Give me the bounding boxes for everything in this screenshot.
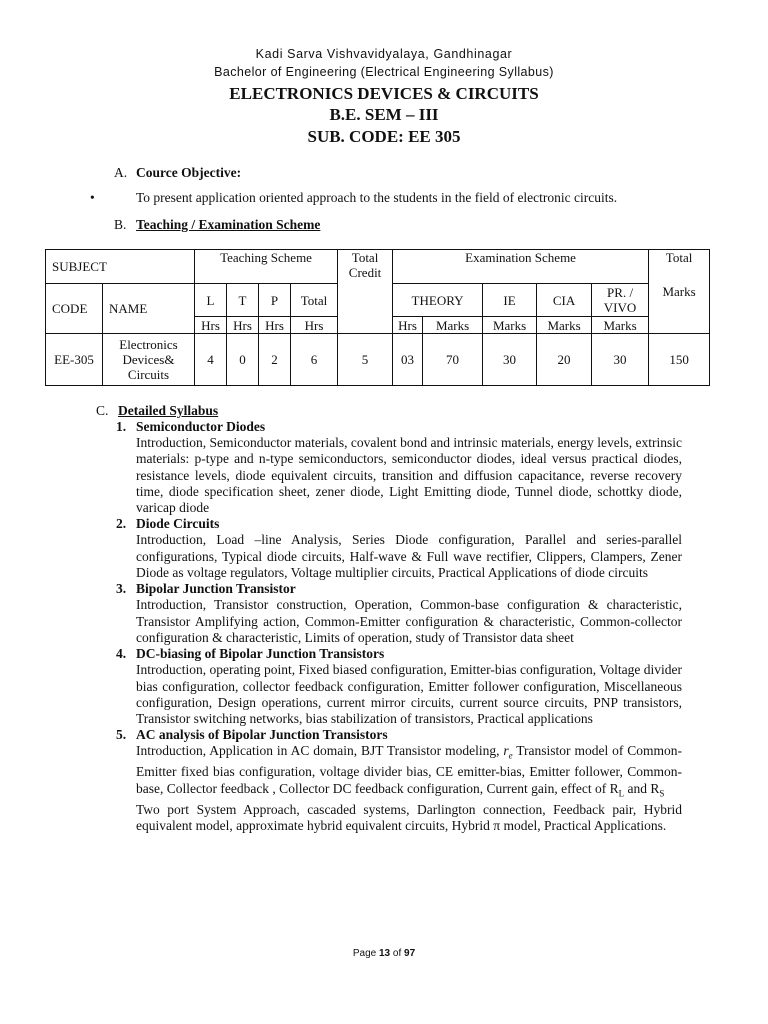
pr-vivo-unit: Marks: [592, 317, 649, 334]
objective-text: To present application oriented approach to the students in the field of electronic circuits.: [136, 190, 618, 205]
list-item: [116, 581, 682, 646]
row-t: 0: [227, 334, 259, 386]
unit-title: Diode Circuits: [136, 516, 220, 532]
unit-heading: [116, 646, 682, 662]
row-theory-marks: 70: [423, 334, 483, 386]
theory-marks-unit: Marks: [423, 317, 483, 334]
row-p: 2: [259, 334, 291, 386]
row-code: EE-305: [46, 334, 103, 386]
unit-body: Introduction, operating point, Fixed biased configuration, Emitter-bias configuration, Voltage divider bias configuration, collector feedback configuration, Emitter follower configuration, Miscellaneous configuration, Design operations, current mirror circuits, current source circuits, PNP transistors, Transistor switching networks, bias stabilization of transistors, Practical applications: [136, 662, 682, 727]
row-theory-hrs: 03: [393, 334, 423, 386]
list-item: [116, 516, 682, 581]
unit-heading: [116, 516, 682, 532]
bullet-icon: •: [90, 190, 95, 205]
unit5-text-d: model, Practical Applications.: [500, 818, 667, 834]
unit5-text-b: Transistor model of Common-Emitter fixed bias configuration, voltage divider bias, CE emitter-bias, Emitter follower, Common-base, Collector feedback , Collector DC feedback configuration, Current gain, effect of R: [136, 743, 682, 796]
section-b-title: Teaching / Examination Scheme: [136, 217, 321, 232]
total-marks-header: Marks: [649, 284, 710, 334]
section-a-heading: [114, 165, 241, 181]
subject-code: SUB. CODE: EE 305: [307, 127, 461, 146]
course-title: ELECTRONICS DEVICES & CIRCUITS: [229, 84, 539, 103]
theory-hrs-unit: Hrs: [393, 317, 423, 334]
ie-header: IE: [483, 284, 537, 317]
total-credit-header: Total Credit: [338, 250, 393, 334]
pr-vivo-header: PR. / VIVO: [592, 284, 649, 317]
cia-unit: Marks: [537, 317, 592, 334]
teaching-total-unit: Hrs: [291, 317, 338, 334]
list-item: [116, 419, 682, 516]
l-header: L: [195, 284, 227, 317]
subject-header: SUBJECT: [46, 250, 195, 284]
unit-number: 2.: [116, 516, 127, 532]
row-pr-vivo: 30: [592, 334, 649, 386]
unit5-text-c: Two port System Approach, cascaded systems, Darlington connection, Feedback pair, Hybrid equivalent model, approximate hybrid equivalent circuits, Hybrid: [136, 801, 682, 834]
unit-body: [136, 743, 682, 801]
section-b-letter: B.: [114, 217, 127, 232]
university-name: Kadi Sarva Vishvavidyalaya, Gandhinagar: [255, 47, 513, 61]
examination-scheme-header: Examination Scheme: [393, 250, 649, 284]
t-header: T: [227, 284, 259, 317]
pi-symbol: π: [493, 818, 501, 834]
list-item: [116, 727, 682, 834]
section-a-title: Cource Objective:: [136, 165, 242, 180]
section-c-title: Detailed Syllabus: [118, 403, 219, 418]
p-header: P: [259, 284, 291, 317]
re-symbol: r: [503, 743, 509, 759]
row-credit: 5: [338, 334, 393, 386]
rs-subscript: S: [659, 788, 665, 799]
unit-title: Semiconductor Diodes: [136, 419, 266, 434]
unit-number: 5.: [116, 727, 127, 743]
scheme-table: [45, 249, 710, 386]
row-ie: 30: [483, 334, 537, 386]
unit-title: Bipolar Junction Transistor: [136, 581, 296, 597]
table-row: [46, 334, 710, 386]
unit-body: Introduction, Transistor construction, Operation, Common-base configuration & characteristic, Transistor Amplifying action, Common-Emitter configuration & characteristic, Common-collector configuration & characteristic, Limits of operation, study of Transistor data sheet: [136, 597, 682, 645]
total-header: Total: [649, 250, 710, 284]
page-label: Page: [352, 948, 379, 959]
p-unit: Hrs: [259, 317, 291, 334]
unit-number: 3.: [116, 581, 127, 597]
unit-heading: [116, 581, 682, 597]
unit-body: Introduction, Semiconductor materials, covalent bond and intrinsic materials, energy levels, extrinsic materials: p-type and n-type semiconductors, semiconductor diodes, ideal versus practical diodes, resistance levels, diode equivalent circuits, transition and diffusion capacitance, reverse recovery time, diode specification sheet, zener diode, Light Emitting diode, Tunnel diode, schottky diode, varicap diode: [136, 435, 682, 516]
name-header: NAME: [103, 284, 195, 334]
unit5-text-a: Introduction, Application in AC domain, BJT Transistor modeling,: [136, 743, 504, 759]
list-item: [116, 646, 682, 727]
section-a-letter: A.: [114, 165, 128, 180]
page-number: 13: [378, 948, 391, 959]
unit-heading: [116, 419, 682, 435]
of-label: of: [390, 948, 405, 959]
program-name: Bachelor of Engineering (Electrical Engineering Syllabus): [214, 65, 554, 79]
l-unit: Hrs: [195, 317, 227, 334]
row-name: Electronics Devices& Circuits: [103, 334, 195, 386]
t-unit: Hrs: [227, 317, 259, 334]
section-c-letter: C.: [96, 403, 109, 418]
re-subscript: e: [508, 751, 513, 762]
code-header: CODE: [46, 284, 103, 334]
unit-body: Introduction, Load –line Analysis, Series Diode configuration, Parallel and series-parallel configurations, Typical diode circuits, Half-wave & Full wave rectifier, Clippers, Clampers, Zener Diode as voltage regulators, Voltage multiplier circuits, Practical Applications of diode circuits: [136, 532, 682, 581]
total-pages: 97: [404, 948, 416, 959]
ie-unit: Marks: [483, 317, 537, 334]
syllabus-list: [116, 419, 682, 834]
semester: B.E. SEM – III: [329, 105, 439, 124]
unit-title: DC-biasing of Bipolar Junction Transistors: [136, 646, 385, 662]
page-footer: [0, 948, 768, 959]
cia-header: CIA: [537, 284, 592, 317]
unit-body-2: [136, 802, 682, 835]
unit-number: 4.: [116, 646, 127, 662]
section-b-heading: [114, 217, 320, 233]
unit-title: AC analysis of Bipolar Junction Transistors: [136, 727, 388, 743]
theory-header: THEORY: [393, 284, 483, 317]
unit5-and: and R: [624, 780, 660, 796]
unit-number: 1.: [116, 419, 127, 434]
rl-subscript: L: [618, 788, 625, 799]
row-cia: 20: [537, 334, 592, 386]
teaching-scheme-header: Teaching Scheme: [195, 250, 338, 284]
teaching-total-header: Total: [291, 284, 338, 317]
row-total: 6: [291, 334, 338, 386]
row-total-marks: 150: [649, 334, 710, 386]
row-l: 4: [195, 334, 227, 386]
unit-heading: [116, 727, 682, 743]
section-c-heading: [96, 403, 218, 419]
